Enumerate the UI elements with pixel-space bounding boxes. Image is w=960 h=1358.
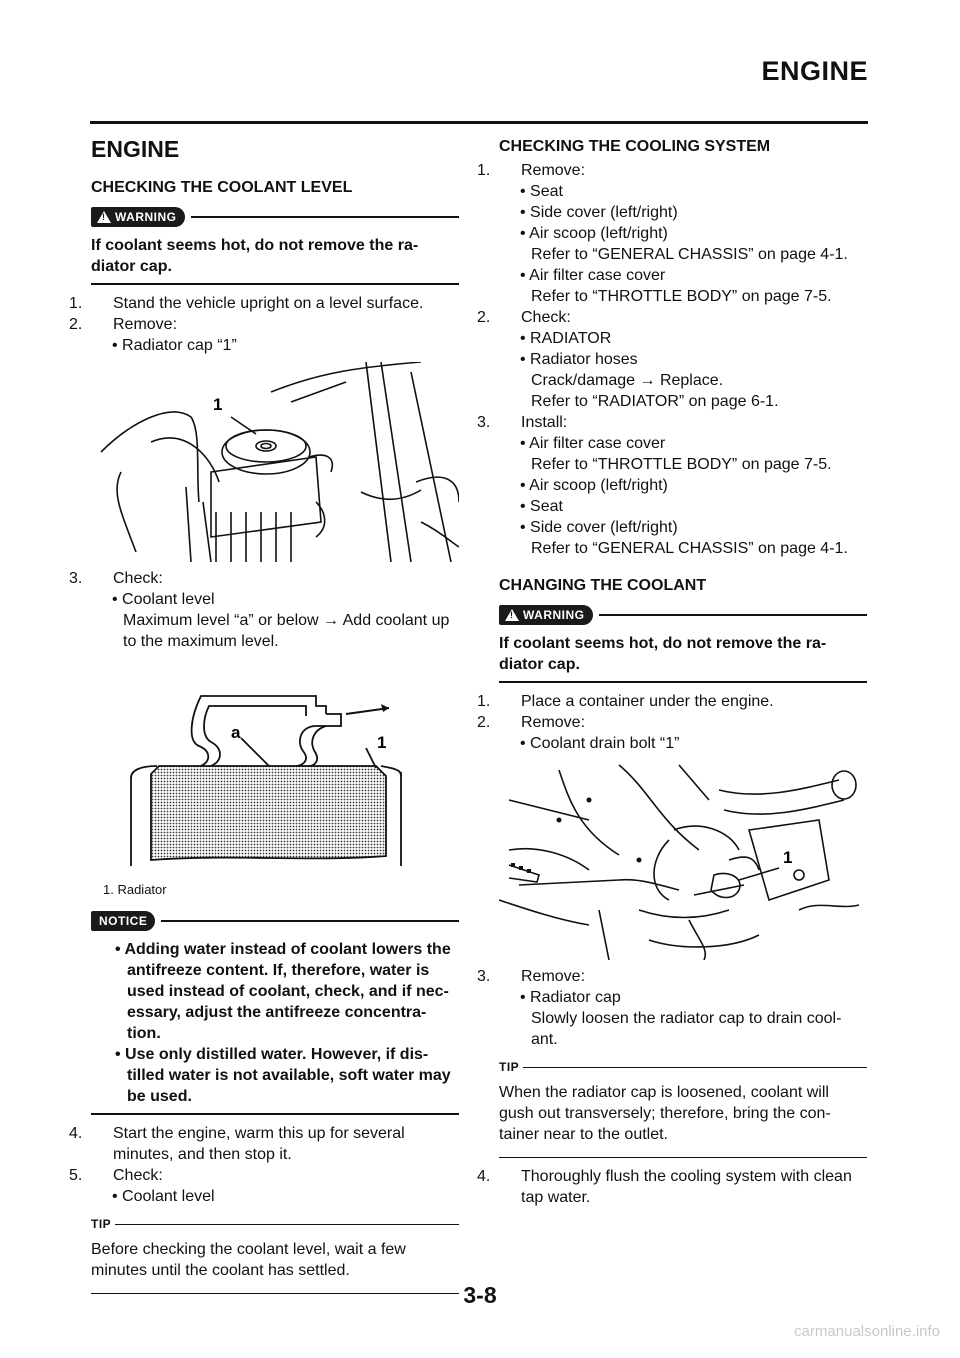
tip-text: When the radiator cap is loosened, coolant will gush out transversely; therefore, bring the con-tainer near to the outlet.	[499, 1082, 867, 1158]
radiator-coolant-level-diagram	[91, 666, 459, 876]
step-text: Remove:	[521, 162, 586, 179]
figure-callout-1: 1	[377, 733, 387, 752]
r-step-2-item: • RADIATOR	[520, 330, 612, 347]
r-step-2-detail: Crack/damage → Replace.	[531, 372, 724, 389]
tip-rule	[115, 1224, 459, 1225]
warning-text: If coolant seems hot, do not remove the ra-diator cap.	[499, 633, 867, 683]
step-5	[69, 1165, 459, 1186]
r-step-3-item: • Air filter case cover	[520, 435, 666, 452]
header-rule	[90, 121, 868, 124]
tip-row	[91, 1217, 459, 1231]
r-step-3	[477, 412, 867, 433]
notice-item: • Adding water instead of coolant lowers the antifreeze content. If, therefore, water is used instead of coolant, check, and if nec-essary, adjust the antifreeze concentra-tion.	[115, 941, 451, 1042]
r-step-1-item: • Side cover (left/right)	[520, 204, 678, 221]
figure-callout-1: 1	[213, 395, 223, 414]
tip-label: TIP	[499, 1060, 520, 1074]
r-step-1-item: • Air filter case cover	[520, 267, 666, 284]
step-4	[69, 1123, 459, 1165]
step-number: 4.	[69, 1125, 83, 1142]
warning-triangle-icon	[97, 211, 111, 223]
c-step-3-item: • Radiator cap	[520, 989, 621, 1006]
tip-row	[499, 1060, 867, 1074]
r-step-1-ref: Refer to “GENERAL CHASSIS” on page 4-1.	[531, 246, 848, 263]
step-text: Check:	[521, 309, 571, 326]
step-text: Remove:	[521, 968, 586, 985]
warning-badge	[91, 207, 185, 227]
step-text: Stand the vehicle upright on a level surface.	[113, 295, 424, 312]
r-step-3-ref: Refer to “THROTTLE BODY” on page 7-5.	[531, 456, 832, 473]
main-title: ENGINE	[91, 136, 180, 162]
step-number: 1.	[69, 295, 83, 312]
step-3	[69, 568, 459, 589]
step-text: Check:	[113, 1167, 163, 1184]
r-step-2-ref: Refer to “RADIATOR” on page 6-1.	[531, 393, 779, 410]
notice-badge: NOTICE	[91, 911, 155, 931]
step-3-detail: Maximum level “a” or below → Add coolant up to the maximum level.	[123, 612, 450, 650]
step-2-item: • Radiator cap “1”	[112, 337, 237, 354]
c-step-1	[477, 691, 867, 712]
page-number: 3-8	[463, 1282, 497, 1308]
c-step-2-item: • Coolant drain bolt “1”	[520, 735, 680, 752]
cooling-system-heading: CHECKING THE COOLING SYSTEM	[499, 138, 771, 155]
r-step-2-item: • Radiator hoses	[520, 351, 638, 368]
figure-callout-1: 1	[783, 848, 793, 867]
step-text: Install:	[521, 414, 568, 431]
radiator-cap-illustration	[91, 362, 459, 562]
tip-rule	[523, 1067, 867, 1068]
warning-rule	[599, 614, 868, 616]
step-number: 3.	[477, 414, 491, 431]
coolant-level-heading: CHECKING THE COOLANT LEVEL	[91, 179, 353, 196]
header-title: ENGINE	[761, 56, 868, 86]
warning-badge-row	[91, 207, 459, 227]
step-3-item: • Coolant level	[112, 591, 215, 608]
r-step-3-item: • Side cover (left/right)	[520, 519, 678, 536]
c-step-3	[477, 966, 867, 987]
changing-coolant-heading: CHANGING THE COOLANT	[499, 577, 707, 594]
notice-list	[91, 939, 459, 1115]
step-text: Remove:	[521, 714, 586, 731]
step-text: Check:	[113, 570, 163, 587]
step-5-item: • Coolant level	[112, 1188, 215, 1205]
r-step-3-item: • Seat	[520, 498, 563, 515]
step-number: 1.	[477, 693, 491, 710]
r-step-1-ref: Refer to “THROTTLE BODY” on page 7-5.	[531, 288, 832, 305]
coolant-drain-bolt-illustration	[499, 760, 867, 960]
step-number: 3.	[69, 570, 83, 587]
r-step-1	[477, 160, 867, 181]
r-step-3-item: • Air scoop (left/right)	[520, 477, 668, 494]
notice-item: • Use only distilled water. However, if dis-tilled water is not available, soft water may be used.	[115, 1046, 451, 1105]
step-2	[69, 314, 459, 335]
left-column	[69, 128, 459, 1302]
step-text: Remove:	[113, 316, 178, 333]
r-step-3-ref: Refer to “GENERAL CHASSIS” on page 4-1.	[531, 540, 848, 557]
step-1	[69, 293, 459, 314]
step-text: Start the engine, warm this up for several minutes, and then stop it.	[113, 1125, 405, 1163]
warning-triangle-icon	[505, 609, 519, 621]
r-step-1-item: • Air scoop (left/right)	[520, 225, 668, 242]
warning-badge	[499, 605, 593, 625]
warning-label: WARNING	[115, 210, 177, 224]
step-number: 1.	[477, 162, 491, 179]
c-step-2	[477, 712, 867, 733]
notice-rule	[161, 920, 459, 922]
right-column	[477, 128, 867, 1208]
warning-rule	[191, 216, 460, 218]
tip-text: Before checking the coolant level, wait a few minutes until the coolant has settled.	[91, 1239, 459, 1294]
warning-text: If coolant seems hot, do not remove the ra-diator cap.	[91, 235, 459, 285]
step-text: Thoroughly flush the cooling system with clean tap water.	[521, 1168, 852, 1206]
step-number: 3.	[477, 968, 491, 985]
notice-badge-row	[91, 911, 459, 931]
step-number: 2.	[69, 316, 83, 333]
r-step-2	[477, 307, 867, 328]
c-step-3-detail: Slowly loosen the radiator cap to drain cool-ant.	[531, 1010, 842, 1048]
warning-label: WARNING	[523, 608, 585, 622]
warning-badge-row	[499, 605, 867, 625]
tip-label: TIP	[91, 1217, 112, 1231]
step-number: 2.	[477, 714, 491, 731]
r-step-1-item: • Seat	[520, 183, 563, 200]
step-text: Place a container under the engine.	[521, 693, 774, 710]
figure-callout-a: a	[231, 723, 241, 742]
c-step-4	[477, 1166, 867, 1208]
figure-caption: 1. Radiator	[103, 882, 167, 897]
step-number: 2.	[477, 309, 491, 326]
step-number: 4.	[477, 1168, 491, 1185]
watermark: carmanualsonline.info	[794, 1323, 940, 1340]
step-number: 5.	[69, 1167, 83, 1184]
